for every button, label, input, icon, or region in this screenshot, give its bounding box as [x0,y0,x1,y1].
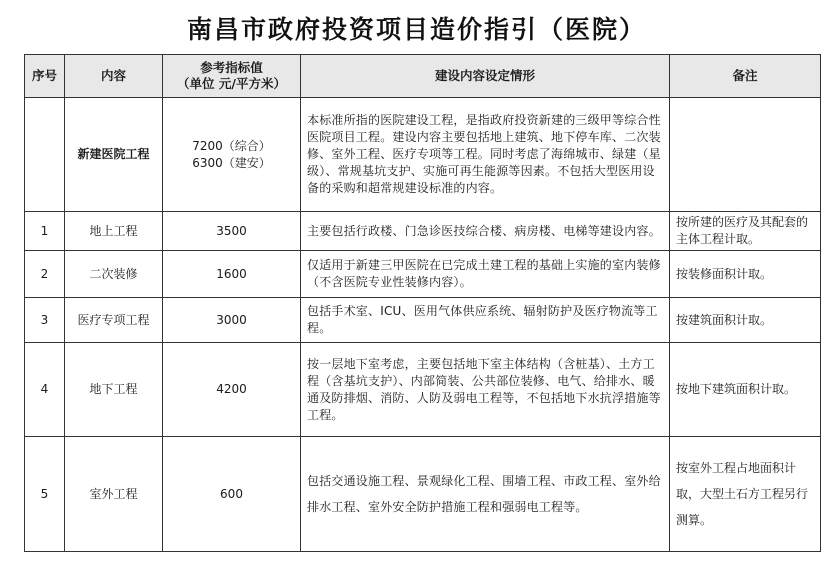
row-remark: 按装修面积计取。 [670,251,821,298]
table-row [25,251,821,298]
header-index-value [163,55,301,98]
header-seq: 序号 [25,55,65,98]
row-seq: 2 [25,251,65,298]
summary-remark [670,98,821,212]
row-name: 地下工程 [65,343,163,437]
table-row-summary [25,98,821,212]
row-scenario: 仅适用于新建三甲医院在已完成土建工程的基础上实施的室内装修（不含医院专业性装修内容）。 [301,251,670,298]
row-remark: 按地下建筑面积计取。 [670,343,821,437]
table-row [25,212,821,251]
table-header-row [25,55,821,98]
header-content: 内容 [65,55,163,98]
row-name: 医疗专项工程 [65,298,163,343]
summary-seq-cell [25,98,65,212]
row-seq: 4 [25,343,65,437]
header-remark: 备注 [670,55,821,98]
row-seq: 3 [25,298,65,343]
summary-scenario: 本标准所指的医院建设工程，是指政府投资新建的三级甲等综合性医院项目工程。建设内容主要包括地上建筑、地下停车库、二次装修、室外工程、医疗专项等工程。同时考虑了海绵城市、绿建（星级）、常规基坑支护、实施可再生能源等因素。不包括大型医用设备的采购和超常规建设标准的内容。 [301,98,670,212]
row-value: 4200 [163,343,301,437]
row-seq: 5 [25,437,65,552]
summary-value-line2: 6300（建安） [192,155,271,170]
row-name: 室外工程 [65,437,163,552]
row-remark: 按室外工程占地面积计取，大型土石方工程另行测算。 [670,437,821,552]
summary-value [163,98,301,212]
row-scenario: 按一层地下室考虑，主要包括地下室主体结构（含桩基）、土方工程（含基坑支护）、内部简装、公共部位装修、电气、给排水、暖通及防排烟、消防、人防及弱电工程等，不包括地下水抗浮措施等工程。 [301,343,670,437]
table-row [25,343,821,437]
summary-value-line1: 7200（综合） [192,138,271,153]
row-value: 1600 [163,251,301,298]
row-name: 二次装修 [65,251,163,298]
row-value: 600 [163,437,301,552]
header-scenario: 建设内容设定情形 [301,55,670,98]
row-name: 地上工程 [65,212,163,251]
row-seq: 1 [25,212,65,251]
header-index-line2: （单位 元/平方米） [177,76,286,91]
row-remark: 按所建的医疗及其配套的主体工程计取。 [670,212,821,251]
table-row [25,437,821,552]
table-row [25,298,821,343]
header-index-line1: 参考指标值 [200,60,263,75]
row-scenario: 包括手术室、ICU、医用气体供应系统、辐射防护及医疗物流等工程。 [301,298,670,343]
row-value: 3500 [163,212,301,251]
summary-name: 新建医院工程 [65,98,163,212]
cost-guide-table [24,54,821,552]
row-scenario: 主要包括行政楼、门急诊医技综合楼、病房楼、电梯等建设内容。 [301,212,670,251]
row-scenario: 包括交通设施工程、景观绿化工程、围墙工程、市政工程、室外给排水工程、室外安全防护措施工程和强弱电工程等。 [301,437,670,552]
row-remark: 按建筑面积计取。 [670,298,821,343]
row-value: 3000 [163,298,301,343]
document-title: 南昌市政府投资项目造价指引（医院） [186,15,646,44]
